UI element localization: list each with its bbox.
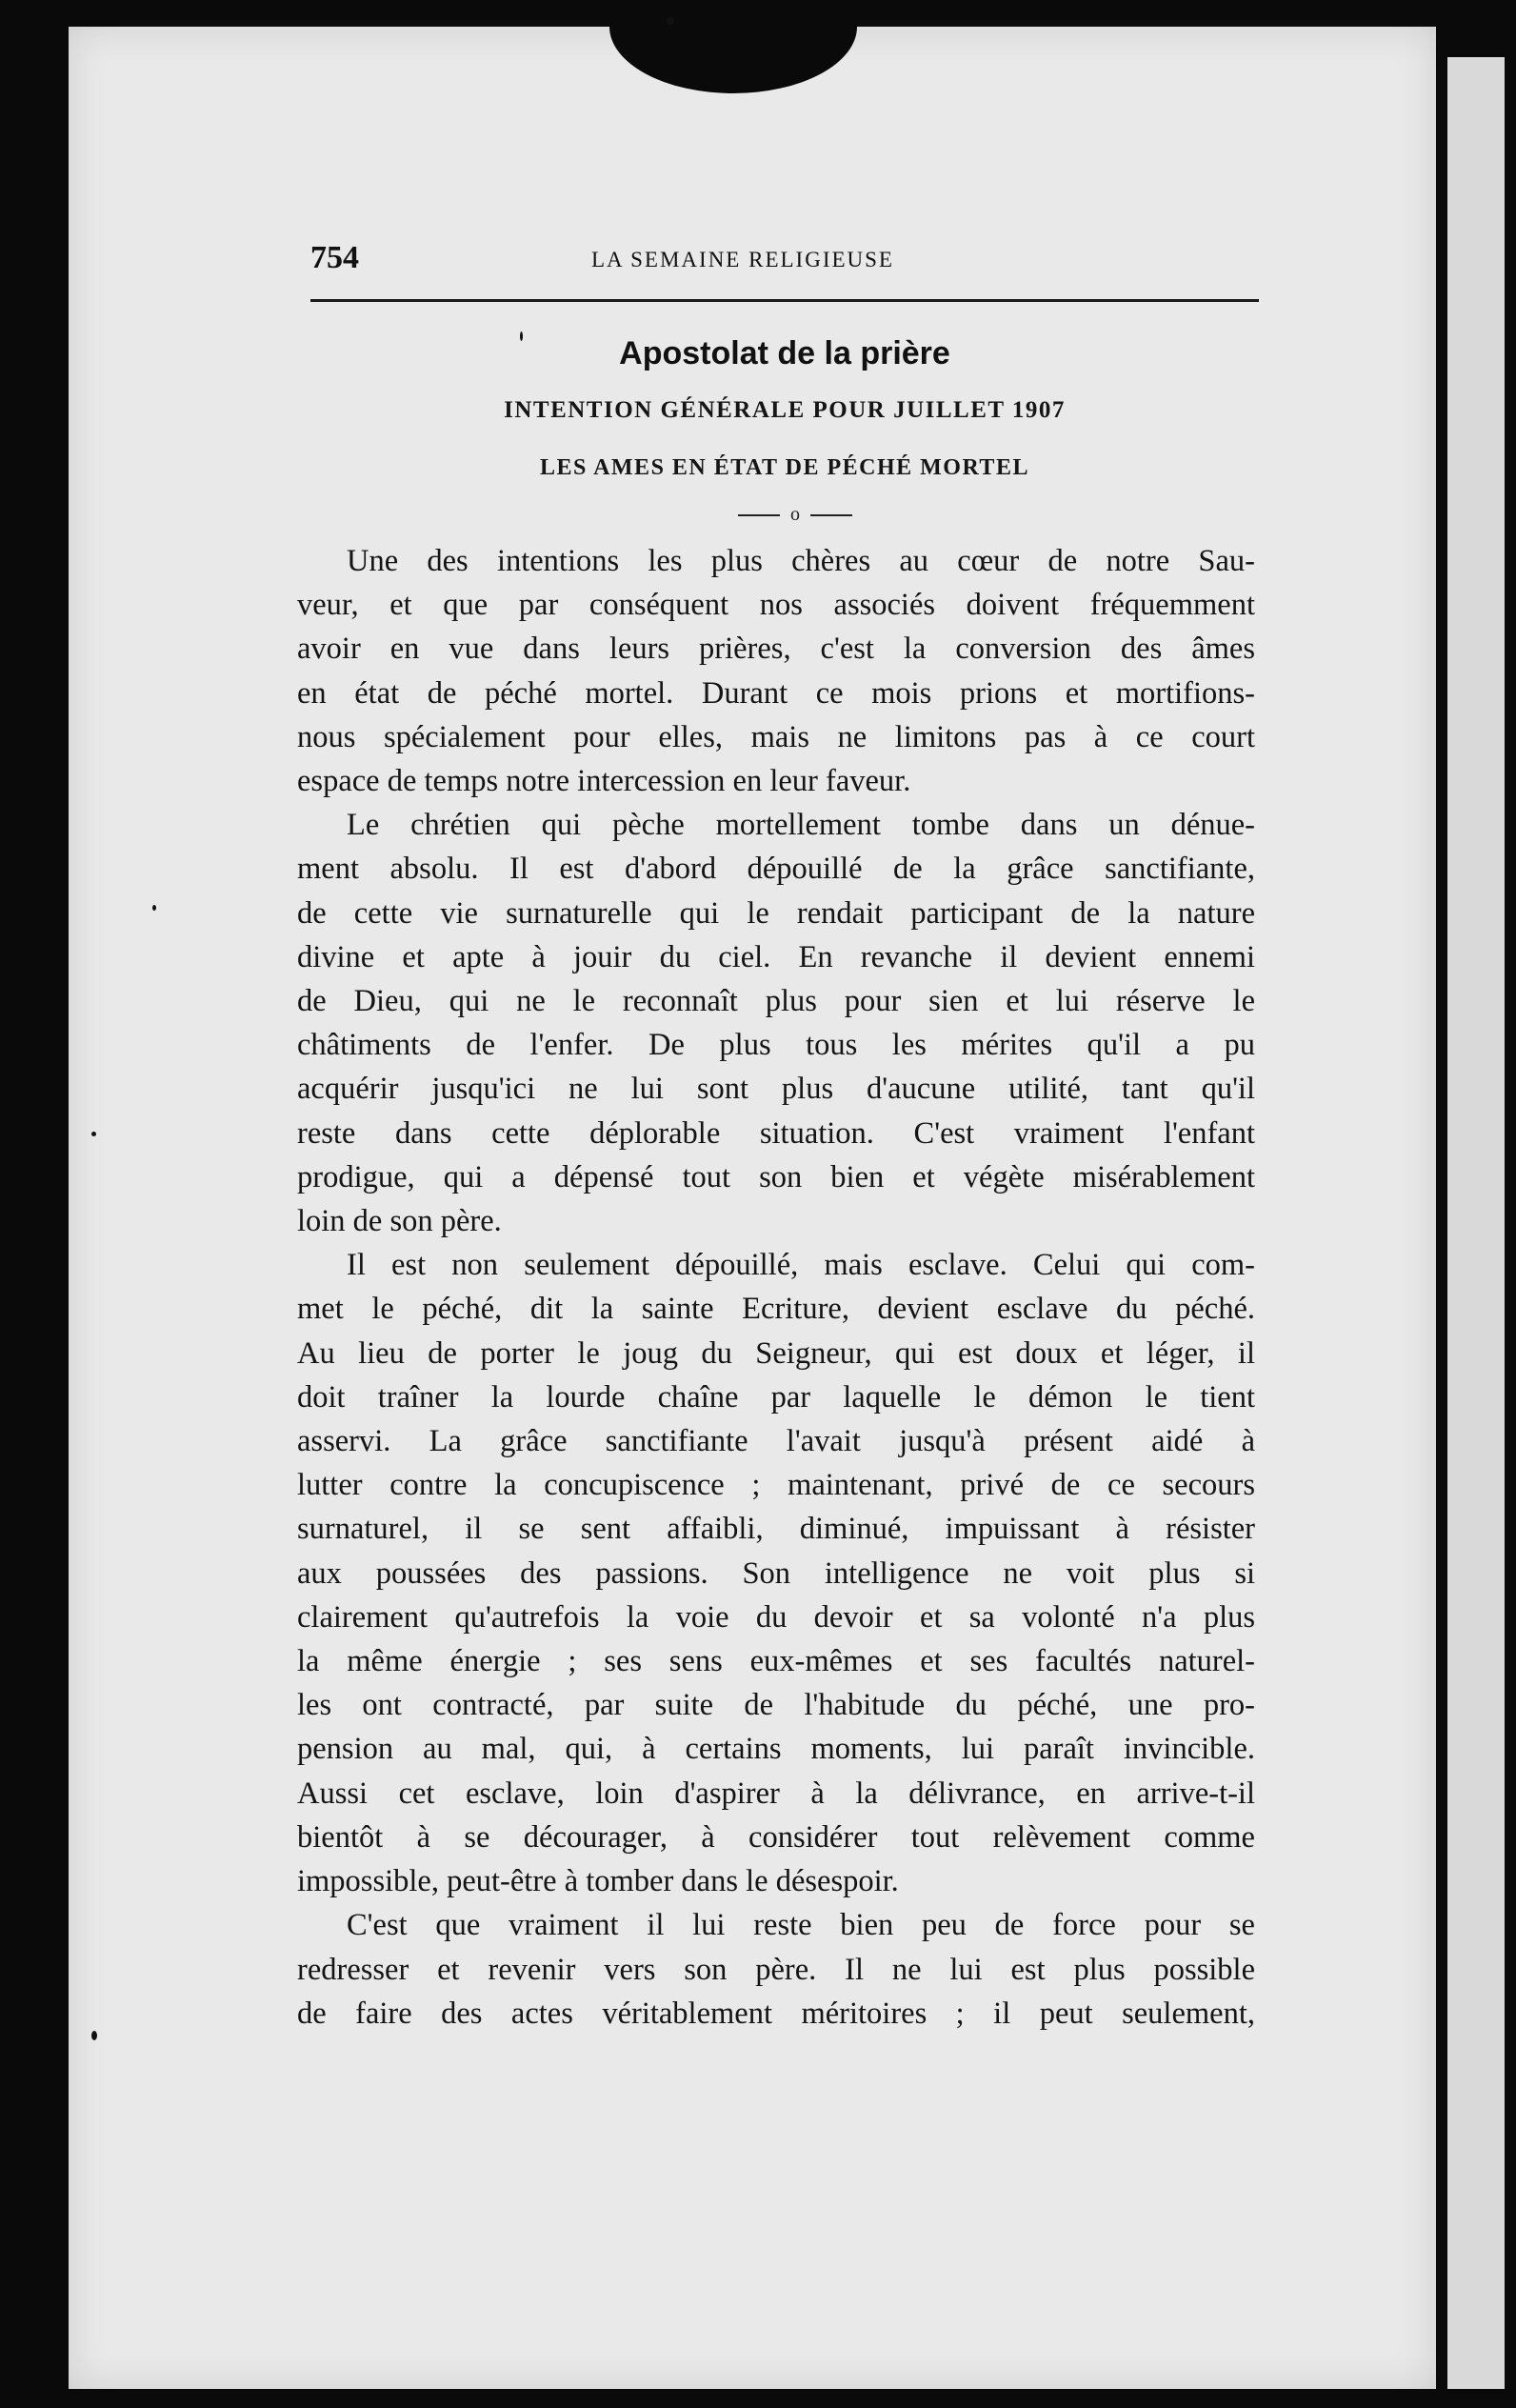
text-line: Il est non seulement dépouillé, mais esclave. Celui qui com- xyxy=(347,1248,1255,1283)
text-line: redresser et revenir vers son père. Il ne lui est plus possible xyxy=(297,1952,1255,1987)
text-line: châtiments de l'enfer. De plus tous les mérites qu'il a pu xyxy=(297,1028,1255,1063)
text-line: Au lieu de porter le joug du Seigneur, qui est doux et léger, il xyxy=(297,1335,1255,1371)
article-subtitle-intention: INTENTION GÉNÉRALE POUR JUILLET 1907 xyxy=(504,397,1066,423)
text-line: divine et apte à jouir du ciel. En revanche il devient ennemi xyxy=(297,939,1255,974)
ink-speck xyxy=(91,1132,96,1136)
text-line: met le péché, dit la sainte Ecriture, devient esclave du péché. xyxy=(297,1292,1255,1327)
paragraph xyxy=(297,539,1255,803)
article-body xyxy=(297,539,1255,2036)
text-line: Une des intentions les plus chères au cœur de notre Sau- xyxy=(347,544,1255,578)
paragraph xyxy=(297,1903,1255,2036)
text-line: bientôt à se décourager, à considérer tout relèvement comme xyxy=(297,1819,1255,1855)
text-line: veur, et que par conséquent nos associés doivent fréquemment xyxy=(297,588,1255,623)
running-title: LA SEMAINE RELIGIEUSE xyxy=(591,248,894,271)
ink-speck xyxy=(91,2031,97,2040)
text-line: reste dans cette déplorable situation. C'est vraiment l'enfant xyxy=(297,1115,1255,1151)
text-line: C'est que vraiment il lui reste bien peu de force pour se xyxy=(347,1908,1255,1943)
text-line: nous spécialement pour elles, mais ne limitons pas à ce court xyxy=(297,719,1255,754)
text-line: prodigue, qui a dépensé tout son bien et végète misérablement xyxy=(297,1159,1255,1194)
text-line: en état de péché mortel. Durant ce mois prions et mortifions- xyxy=(297,675,1255,711)
section-divider: o xyxy=(738,505,852,524)
text-line: asservi. La grâce sanctifiante l'avait jusqu'à présent aidé à xyxy=(297,1424,1255,1459)
text-line: Aussi cet esclave, loin d'aspirer à la délivrance, en arrive-t-il xyxy=(297,1776,1255,1811)
text-line: doit traîner la lourde chaîne par laquelle le démon le tient xyxy=(297,1379,1255,1415)
text-line: de faire des actes véritablement méritoires ; il peut seulement, xyxy=(297,1996,1255,2031)
paragraph xyxy=(297,1243,1255,1903)
text-line: la même énergie ; ses sens eux-mêmes et ses facultés naturel- xyxy=(297,1644,1255,1679)
text-line: aux poussées des passions. Son intelligence ne voit plus si xyxy=(297,1555,1255,1591)
ink-speck xyxy=(667,17,674,25)
text-line: pension au mal, qui, à certains moments, lui paraît invincible. xyxy=(297,1732,1255,1767)
text-line: lutter contre la concupiscence ; maintenant, privé de ce secours xyxy=(297,1468,1255,1503)
article-title: Apostolat de la prière xyxy=(619,335,950,371)
text-line: clairement qu'autrefois la voie du devoir et sa volonté n'a plus xyxy=(297,1599,1255,1635)
text-line: surnaturel, il se sent affaibli, diminué, impuissant à résister xyxy=(297,1512,1255,1547)
text-line: de Dieu, qui ne le reconnaît plus pour sien et lui réserve le xyxy=(297,984,1255,1019)
adjacent-page-edge xyxy=(1447,57,1505,2389)
text-line: les ont contracté, par suite de l'habitude du péché, une pro- xyxy=(297,1688,1255,1723)
text-line: acquérir jusqu'ici ne lui sont plus d'aucune utilité, tant qu'il xyxy=(297,1072,1255,1107)
text-line: avoir en vue dans leurs prières, c'est la conversion des âmes xyxy=(297,632,1255,667)
ink-speck xyxy=(152,905,156,911)
text-line: de cette vie surnaturelle qui le rendait participant de la nature xyxy=(297,895,1255,931)
text-line: Le chrétien qui pèche mortellement tombe dans un dénue- xyxy=(347,808,1255,843)
text-line: espace de temps notre intercession en leur faveur. xyxy=(297,764,911,799)
text-line: impossible, peut-être à tomber dans le désespoir. xyxy=(297,1864,899,1899)
page-header xyxy=(310,240,1259,302)
article-subtitle-topic: LES AMES EN ÉTAT DE PÉCHÉ MORTEL xyxy=(540,455,1029,480)
paragraph xyxy=(297,803,1255,1243)
page-number: 754 xyxy=(310,240,359,275)
text-line: loin de son père. xyxy=(297,1204,502,1239)
text-line: ment absolu. Il est d'abord dépouillé de la grâce sanctifiante, xyxy=(297,852,1255,887)
